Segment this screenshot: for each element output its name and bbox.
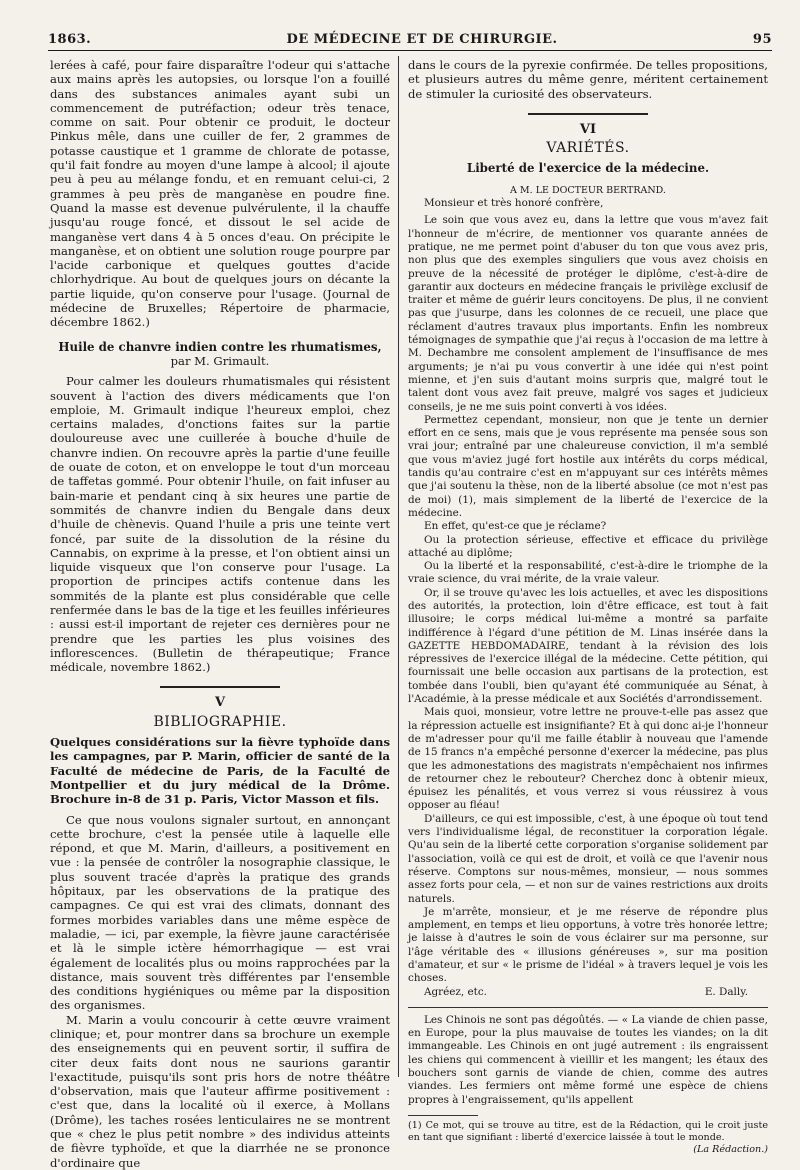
letter-paragraph-8: D'ailleurs, ce qui est impossible, c'est, à une époque où tout tend vers l'individualisme légal, de reconstituer la corporation légale. Qu'au sein de la liberté cette corporation s'organise solidement par l'association, voilà ce qui est de droit, et voilà ce que l'avenir nous réserve. Comptons sur nous-mêmes, monsieur, — nous sommes assez forts pour cela, — et non sur de vaines restrictions aux droits naturels. [408, 812, 768, 905]
paragraph-intro: lerées à café, pour faire disparaître l'odeur qui s'attache aux mains après les autopsies, ou lorsque l'on a fouillé dans des substances animales ayant subi un commencement de putréfaction; odeur très tenace, comme on sait. Pour obtenir ce produit, le docteur Pinkus mêle, dans une cuiller de fer, 2 grammes de potasse caustique et 1 gramme de chlorate de potasse, qu'il fait fondre au moyen d'une lampe à alcool; il ajoute peu à peu au mélange fondu, et en remuant celui-ci, 2 grammes à peu près de manganèse en poudre fine. Quand la masse est devenue pulvérulente, il la chauffe jusqu'au rouge foncé, et dissout le sel acide de manganèse vert dans 4 à 5 onces d'eau. On précipite le manganèse, et on obtient une solution rouge pourpre par l'acide carbonique et quelques gouttes d'acide chlorhydrique. Au bout de quelques jours on décante la partie liquide, qu'on conserve pour l'usage. (Journal de médecine de Bruxelles; Répertoire de pharmacie, décembre 1862.) [50, 58, 390, 330]
paragraph-huile: Pour calmer les douleurs rhumatismales qui résistent souvent à l'action des divers médicaments que l'on emploie, M. Grimault indique l'heureux emploi, chez certains malades, d'onctions faites sur la partie douloureuse avec une cuillerée à bouche d'huile de chanvre indien. On recouvre après la partie d'une feuille de ouate de coton, et on enveloppe le tout d'un morceau de taffetas gommé. Pour obtenir l'huile, on fait infuser au bain-marie et pendant cinq à six heures une partie de sommités de chanvre indien du Bengale dans deux d'huile de chènevis. Quand l'huile a pris une teinte vert foncé, par suite de la dissolution de la résine du Cannabis, on exprime à la presse, et l'on obtient ainsi un liquide visqueux que l'on conserve pour l'usage. La proportion de principes actifs contenue dans les sommités de la plante est plus considérable que celle renfermée dans le bas de la tige et les feuilles inférieures : aussi est-il important de rejeter ces dernières pour ne prendre que les parties les plus voisines des inflorescences. (Bulletin de thérapeutique; France médicale, novembre 1862.) [50, 374, 390, 675]
section-rule-vi [528, 113, 648, 115]
section-number-vi: VI [579, 121, 597, 137]
letter-paragraph-3: En effet, qu'est-ce que je réclame? [424, 520, 607, 533]
article-byline-huile: par M. Grimault. [170, 353, 270, 368]
paragraph-continued: dans le cours de la pyrexie confirmée. De telles propositions, et plusieurs autres du même genre, méritent certainement de stimuler la curiosité des observateurs. [408, 58, 768, 101]
letter-closing: Agréez, etc. [424, 985, 487, 998]
biblio-heading: Quelques considérations sur la fièvre typhoïde dans les campagnes, par P. Marin, officier de santé de la Faculté de médecine de Paris, de la Faculté de Montpellier et du jury médical de la Drôme. Brochure in-8 de 31 p. Paris, Victor Masson et fils. [50, 735, 390, 807]
paragraph-chinois: Les Chinois ne sont pas dégoûtés. — « La viande de chien passe, en Europe, pour la plus mauvaise de toutes les viandes; on la dit immangeable. Les Chinois en ont jugé autrement : ils engraissent les chiens qui commencent à vieillir et les mangent; les étaux des bouchers sont garnis de viande de chien, comme des autres viandes. Les fermiers ont même formé une espèce de chiens propres à l'engraissement, qu'ils appellent [408, 1013, 768, 1106]
header-page-number: 95 [752, 31, 772, 47]
letter-paragraph-9: Je m'arrête, monsieur, et je me réserve de répondre plus amplement, en temps et lieu opportuns, à votre très honorée lettre; je laisse à d'autres le soin de vous éclairer sur ma personne, sur l'âge véritable des « illusions généreuses », sur ma position d'amateur, et sur « le prisme de l'idéal » à travers lequel je vois les choses. [408, 905, 768, 985]
running-header [48, 28, 772, 51]
letter-paragraph-5: Ou la liberté et la responsabilité, c'est-à-dire le triomphe de la vraie science, du vrai mérite, de la vraie valeur. [408, 560, 768, 586]
article-title-liberte: Liberté de l'exercice de la médecine. [466, 161, 710, 176]
letter-signoff [408, 986, 768, 999]
section-number-v: V [214, 695, 226, 711]
letter-paragraph-4: Ou la protection sérieuse, effective et efficace du privilège attaché au diplôme; [408, 533, 768, 559]
header-title: DE MÉDECINE ET DE CHIRURGIE. [286, 31, 558, 47]
footnote-signature: (La Rédaction.) [693, 1143, 768, 1155]
left-column [50, 58, 390, 1170]
right-column [408, 58, 768, 1155]
letter-salutation: Monsieur et très honoré confrère, [424, 197, 604, 210]
footnote [408, 1119, 768, 1155]
article-title-huile: Huile de chanvre indien contre les rhumatismes, [58, 339, 382, 354]
letter-paragraph-1: Le soin que vous avez eu, dans la lettre que vous m'avez fait l'honneur de m'écrire, de mentionner vos quarante années de pratique, ne me permet point d'abuser du ton que vous avez pris, non plus que des exemples singuliers que vous avez choisis en preuve de la nécessité de protéger le diplôme, c'est-à-dire de garantir aux docteurs en médecine français le privilège exclusif de traiter et même de guérir leurs concitoyens. De plus, il ne convient pas que j'usurpe, dans les colonnes de ce recueil, une place que réclament d'autres travaux plus importants. Enfin les nombreux témoignages de sympathie que j'ai reçus à l'occasion de ma lettre à M. Dechambre me consolent amplement de l'insuffisance de mes arguments; je n'ai pu vous convertir à une idée qui n'est point mienne, et j'en suis d'autant moins surpris que, malgré tout le talent dont vous avez fait preuve, malgré vos sages et judicieux conseils, je ne me suis point converti à vos idées. [408, 214, 768, 413]
letter-paragraph-6: Or, il se trouve qu'avec les lois actuelles, et avec les dispositions des autorités, la protection, loin d'être efficace, est tout à fait illusoire; le corps médical lui-même a montré sa parfaite indifférence à l'égard d'une pétition de M. Linas insérée dans la GAZETTE HEBDOMADAIRE, tendant à la révision des lois répressives de l'exercice illégal de la médecine. Cette pétition, qui fournissait une belle occasion aux partisans de la protection, est tombée dans l'oubli, bien qu'ayant été communiquée au Sénat, à l'Académie, à la presse médicale et aux Sociétés d'arrondissement. [408, 586, 768, 706]
letter-paragraph-7: Mais quoi, monsieur, votre lettre ne prouve-t-elle pas assez que la répression actuelle est insignifiante? Et à qui donc ai-je l'honneur de m'adresser pour qu'il me faille établir à nouveau que l'amende de 15 francs n'a empêché personne d'exercer la médecine, pas plus que les admonestations des magistrats n'empêchaient nos infirmes de retourner chez le rebouteur? Cherchez donc à obtenir mieux, épuisez les pénalités, et vous verrez si vous réussirez à vous opposer au fléau! [408, 706, 768, 812]
section-title-bibliographie: BIBLIOGRAPHIE. [153, 713, 287, 730]
letter-paragraph-2: Permettez cependant, monsieur, non que je tente un dernier effort en ce sens, mais que je vous représente ma pensée sous son vrai jour; entraîné par une chaleureuse conviction, il m'a semblé que vous m'aviez jugé fort hostile aux intérêts du corps médical, tandis qu'au contraire c'est en m'appuyant sur ces intérêts mêmes que j'ai soutenu la thèse, non de la liberté absolue (ce mot n'est pas de moi) (1), mais simplement de la liberté de l'exercice de la médecine. [408, 413, 768, 519]
paragraph-biblio-1: Ce que nous voulons signaler surtout, en annonçant cette brochure, c'est la pensée utile à laquelle elle répond, et que M. Marin, d'ailleurs, a positivement en vue : la pensée de contrôler la nosographie classique, le plus souvent tracée d'après la pratique des grands hôpitaux, par les observations de la pratique des campagnes. Ce qui est vrai des climats, donnant des formes morbides variables dans une même espèce de maladie, — ici, par exemple, la fièvre jaune caractérisée et là le simple ictère hémorrhagique — est vrai également de localités plus ou moins rapprochées par la distance, mais souvent très différentes par l'ensemble des conditions hygiéniques ou même par la disposition des organismes. [50, 812, 390, 1013]
header-year: 1863. [48, 31, 92, 47]
letter-address: A M. LE DOCTEUR BERTRAND. [510, 184, 666, 196]
paragraph-biblio-2: M. Marin a voulu concourir à cette œuvre vraiment clinique; et, pour montrer dans sa brochure un exemple des enseignements qui en peuvent sortir, il suffira de citer deux faits dont nous ne saurions garantir l'exactitude, puisqu'ils sont pris hors de notre théâtre d'observation, mais que l'auteur affirme positivement : c'est que, dans la localité où il exerce, à Mollans (Drôme), les taches rosées lenticulaires ne se montrent que « chez le plus petit nombre » des individus atteints de fièvre typhoïde, et que la diarrhée ne se prononce d'ordinaire que [50, 1012, 390, 1170]
letter-signature: E. Dally. [704, 985, 748, 998]
section-title-varietes: VARIÉTÉS. [546, 140, 630, 157]
footnote-rule [408, 1115, 478, 1116]
footnote-text: (1) Ce mot, qui se trouve au titre, est de la Rédaction, qui le croit juste en tant que signifiant : liberté d'exercice laissée à tout le monde. [408, 1119, 768, 1143]
column-divider [398, 56, 399, 1077]
section-rule [160, 686, 280, 688]
chinois-item [408, 1007, 768, 1107]
